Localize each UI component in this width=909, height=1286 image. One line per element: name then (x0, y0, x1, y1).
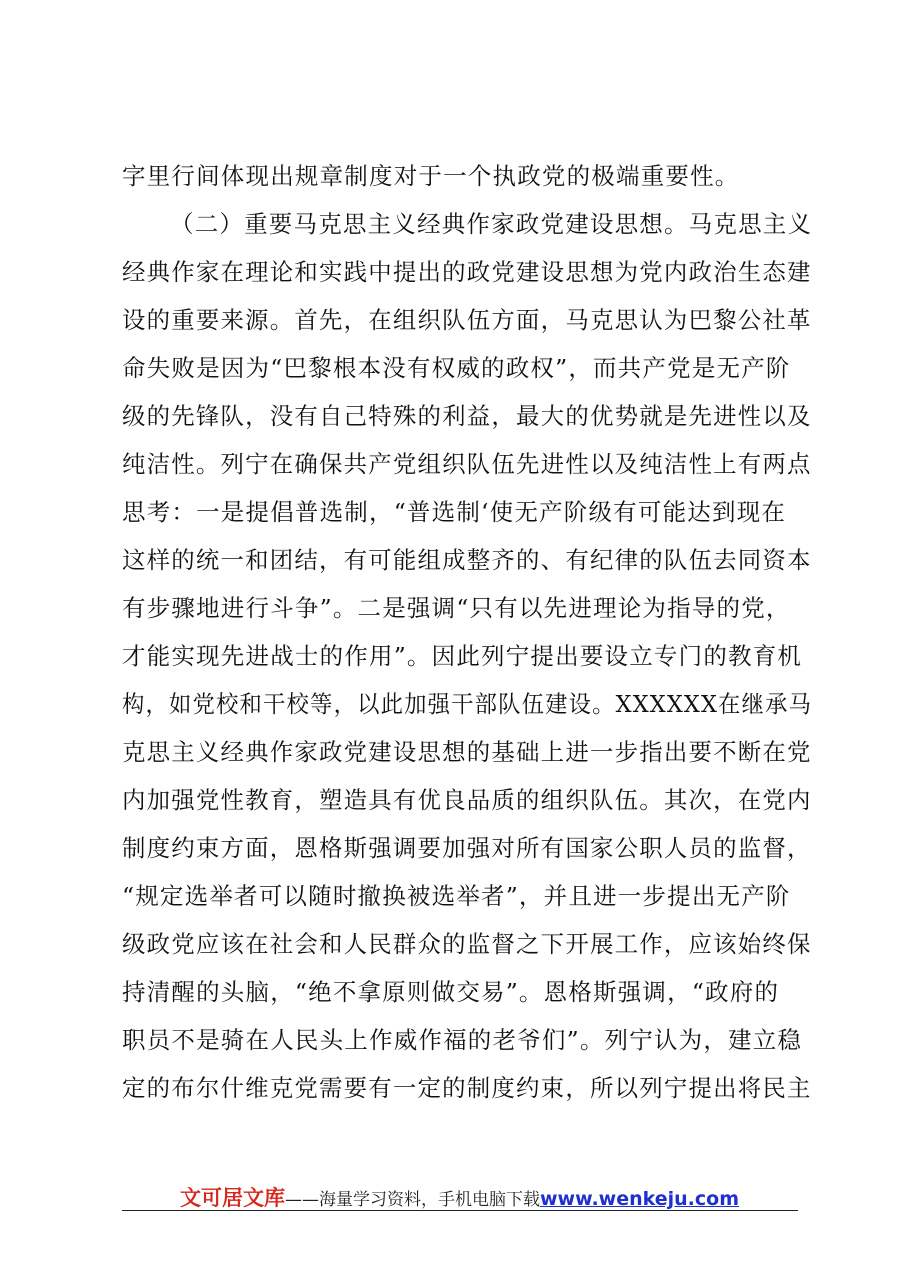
text-line-8: 思考：一是提倡普选制，“普选制‘使无产阶级有可能达到现在 (122, 498, 787, 526)
text-line-18: 持清醒的头脑，“绝不拿原则做交易”。恩格斯强调，“政府的 (122, 978, 780, 1006)
text-line-9: 这样的统一和团结，有可能组成整齐的、有纪律的队伍去同资本 (122, 546, 812, 574)
text-line-2: （二）重要马克思主义经典作家政党建设思想。马克思主义 (170, 210, 813, 238)
text-line-6: 级的先锋队，没有自己特殊的利益，最大的优势就是先进性以及 (122, 402, 812, 430)
text-line-5: 命失败是因为“巴黎根本没有权威的政权”，而共产党是无产阶 (122, 354, 791, 382)
text-line-1: 字里行间体现出规章制度对于一个执政党的极端重要性。 (122, 162, 740, 190)
footer-brand: 文可居文库 (180, 1186, 285, 1210)
text-line-14: 内加强党性教育，塑造具有优良品质的组织队伍。其次，在党内 (122, 786, 812, 814)
footer-link[interactable]: www.wenkeju.com (540, 1188, 740, 1210)
text-line-3: 经典作家在理论和实践中提出的政党建设思想为党内政治生态建 (122, 258, 812, 286)
text-line-13: 克思主义经典作家政党建设思想的基础上进一步指出要不断在党 (122, 738, 812, 766)
text-line-12: 构，如党校和干校等，以此加强干部队伍建设。XXXXXX在继承马 (122, 690, 813, 718)
text-line-7: 纯洁性。列宁在确保共产党组织队伍先进性以及纯洁性上有两点 (122, 450, 812, 478)
text-line-11: 才能实现先进战士的作用”。因此列宁提出要设立专门的教育机 (122, 642, 803, 670)
text-line-15: 制度约束方面，恩格斯强调要加强对所有国家公职人员的监督， (122, 834, 812, 862)
text-line-10: 有步骤地进行斗争”。二是强调“只有以先进理论为指导的党， (122, 594, 791, 622)
footer-tagline: ——海量学习资料，手机电脑下载 (285, 1190, 540, 1210)
footer-divider (122, 1210, 798, 1211)
text-line-19: 职员不是骑在人民头上作威作福的老爷们”。列宁认为，建立稳 (122, 1026, 803, 1054)
text-line-17: 级政党应该在社会和人民群众的监督之下开展工作，应该始终保 (122, 930, 812, 958)
page-footer (122, 1180, 798, 1220)
text-line-20: 定的布尔什维克党需要有一定的制度约束，所以列宁提出将民主 (122, 1074, 812, 1102)
text-line-4: 设的重要来源。首先，在组织队伍方面，马克思认为巴黎公社革 (122, 306, 812, 334)
text-line-16: “规定选举者可以随时撤换被选举者”，并且进一步提出无产阶 (122, 882, 791, 910)
footer-line (180, 1182, 739, 1212)
